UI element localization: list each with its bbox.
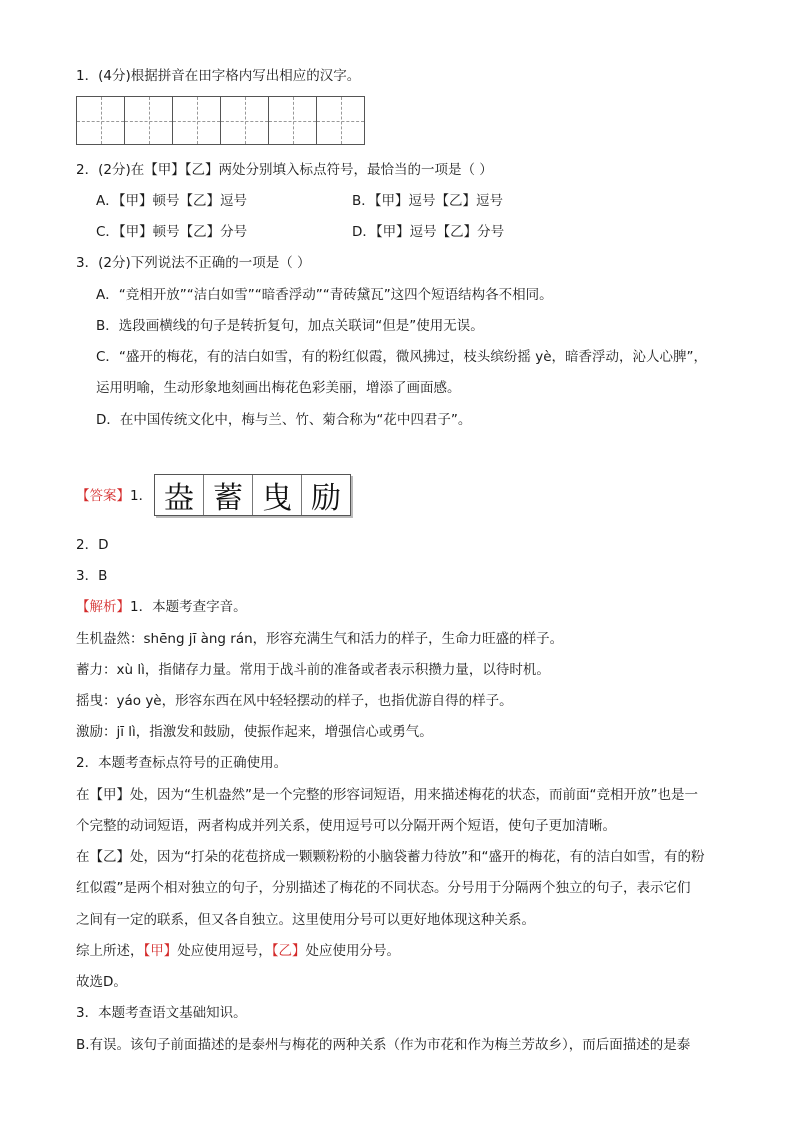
- analysis-line-7: 在【甲】处，因为“生机盎然”是一个完整的形容词短语，用来描述梅花的状态，而前面“竞相开放”也是一: [76, 787, 698, 803]
- analysis-line-3: 蓄力：xù lì，指储存力量。常用于战斗前的准备或者表示积攒力量，以待时机。: [76, 662, 550, 678]
- grid-cell[interactable]: [124, 96, 173, 145]
- analysis-line-13: 故选D。: [76, 974, 127, 990]
- q3-option-c-cont: 运用明喻，生动形象地刻画出梅花色彩美丽，增添了画面感。: [96, 380, 461, 396]
- analysis-line-15: B.有误。该句子前面描述的是泰州与梅花的两种关系（作为市花和作为梅兰芳故乡），而后面描述的是泰: [76, 1037, 691, 1053]
- grid-cell[interactable]: [316, 96, 365, 145]
- grid-cell[interactable]: [172, 96, 221, 145]
- analysis-line-10: 红似霞”是两个相对独立的句子，分别描述了梅花的不同状态。分号用于分隔两个独立的句子，表示它们: [76, 880, 691, 896]
- q3-option-d: D．在中国传统文化中，梅与兰、竹、菊合称为“花中四君子”。: [96, 412, 472, 428]
- q3-option-c: C．“盛开的梅花，有的洁白如雪，有的粉红似霞，微风拂过，枝头缤纷摇 yè，暗香浮动，沁人心脾”，: [96, 349, 707, 365]
- answer-char: 励: [311, 481, 341, 516]
- q2-option-c: C．【甲】顿号【乙】分号: [96, 224, 248, 240]
- analysis-line-14: 3．本题考查语文基础知识。: [76, 1005, 247, 1021]
- question-2: 2．(2分)在【甲】【乙】两处分别填入标点符号，最恰当的一项是（ ）: [76, 162, 493, 178]
- q2-option-b: B．【甲】逗号【乙】逗号: [352, 193, 504, 209]
- q2-option-d: D．【甲】逗号【乙】分号: [352, 224, 505, 240]
- analysis-line-2: 生机盎然：shēng jī àng rán，形容充满生气和活力的样子，生命力旺盛的样子。: [76, 631, 564, 647]
- analysis-label: 【解析】: [76, 599, 130, 615]
- question-3: 3．(2分)下列说法不正确的一项是（ ）: [76, 255, 311, 271]
- analysis-line-5: 激励：jī lì，指激发和鼓励，使振作起来，增强信心或勇气。: [76, 724, 433, 740]
- answer-grid: [154, 474, 351, 516]
- analysis-line-6: 2．本题考查标点符号的正确使用。: [76, 755, 288, 771]
- q3-option-b: B．选段画横线的句子是转折复句，加点关联词“但是”使用无误。: [96, 318, 484, 334]
- q2-option-a: A．【甲】顿号【乙】逗号: [96, 193, 247, 209]
- grid-cell[interactable]: [76, 96, 125, 145]
- answer-num: 1．: [130, 488, 153, 504]
- answer-label: 【答案】: [76, 488, 130, 504]
- analysis-line-11: 之间有一定的联系，但又各自独立。这里使用分号可以更好地体现这种关系。: [76, 912, 535, 928]
- answer-2: 2．D: [76, 537, 109, 553]
- analysis-line-4: 摇曳：yáo yè，形容东西在风中轻轻摆动的样子，也指优游自得的样子。: [76, 693, 513, 709]
- answer-char: 蓄: [204, 475, 253, 515]
- analysis-line-12: 综上所述，【甲】处应使用逗号，【乙】处应使用分号。: [76, 943, 400, 959]
- analysis-line-9: 在【乙】处，因为“打朵的花苞挤成一颗颗粉粉的小脑袋蓄力待放”和“盛开的梅花，有的洁白如雪，有的粉: [76, 849, 705, 865]
- analysis-line-1: 【解析】1．本题考查字音。: [76, 599, 247, 615]
- analysis-line-8: 个完整的动词短语，两者构成并列关系，使用逗号可以分隔开两个短语，使句子更加清晰。: [76, 818, 616, 834]
- grid-cell[interactable]: [220, 96, 269, 145]
- grid-cell[interactable]: [268, 96, 317, 145]
- q3-option-a: A．“竞相开放”“洁白如雪”“暗香浮动”“青砖黛瓦”这四个短语结构各不相同。: [96, 287, 553, 303]
- question-1: 1．(4分)根据拼音在田字格内写出相应的汉字。: [76, 68, 361, 84]
- answer-char: 盎: [155, 475, 204, 515]
- answer-line: [76, 486, 152, 506]
- answer-char: 曳: [253, 475, 302, 515]
- answer-3: 3．B: [76, 568, 108, 584]
- tianzige-grid: [77, 96, 365, 145]
